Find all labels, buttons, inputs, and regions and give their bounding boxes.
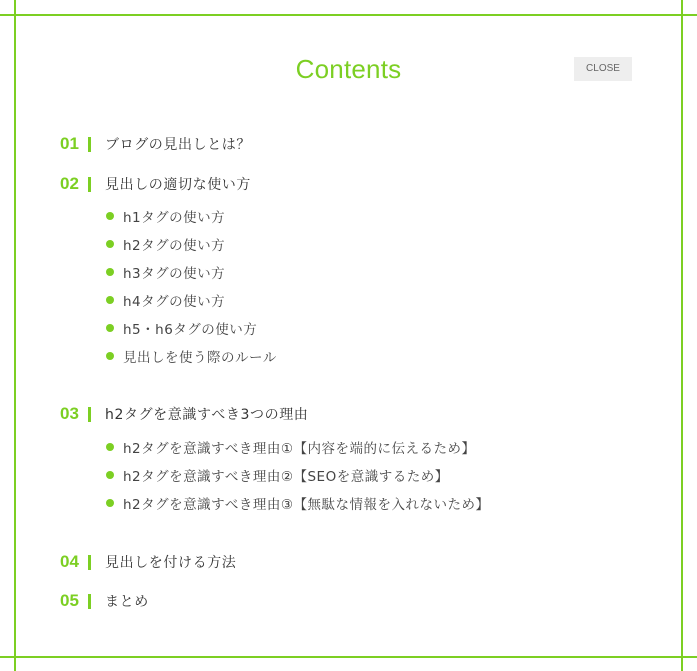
section-divider <box>88 177 91 192</box>
toc-item[interactable] <box>106 234 225 254</box>
section-number: 05 <box>60 591 79 610</box>
toc-item[interactable] <box>106 206 225 226</box>
section-divider <box>88 137 91 152</box>
bullet-icon <box>106 296 114 304</box>
bullet-icon <box>106 268 114 276</box>
section-number: 02 <box>60 174 79 193</box>
close-button[interactable]: CLOSE <box>574 57 632 81</box>
bullet-icon <box>106 471 114 479</box>
toc-item[interactable] <box>106 346 277 366</box>
bullet-icon <box>106 212 114 220</box>
bullet-icon <box>106 499 114 507</box>
toc-item-label: h2タグを意識すべき理由③【無駄な情報を入れないため】 <box>123 497 490 513</box>
contents-title: Contents <box>295 54 402 84</box>
toc-item-label: h5・h6タグの使い方 <box>123 322 258 338</box>
section-label: ブログの見出しとは？ <box>105 137 251 153</box>
toc-item[interactable] <box>106 437 475 457</box>
bullet-icon <box>106 352 114 360</box>
toc-section-04[interactable] <box>60 551 236 573</box>
toc-item[interactable] <box>106 318 257 338</box>
toc-item-label: 見出しを使う際のルール <box>123 350 277 366</box>
section-label: 見出しの適切な使い方 <box>105 177 251 193</box>
toc-item-label: h4タグの使い方 <box>123 294 226 310</box>
section-divider <box>88 407 91 422</box>
bullet-icon <box>106 443 114 451</box>
toc-section-01[interactable] <box>60 133 251 155</box>
section-number: 04 <box>60 552 79 571</box>
section-divider <box>88 555 91 570</box>
toc-item[interactable] <box>106 465 449 485</box>
section-label: 見出しを付ける方法 <box>105 555 237 571</box>
bullet-icon <box>106 240 114 248</box>
toc-item-label: h2タグを意識すべき理由②【SEOを意識するため】 <box>123 469 449 485</box>
section-number: 03 <box>60 404 79 423</box>
toc-section-02[interactable] <box>60 173 251 195</box>
section-number: 01 <box>60 134 79 153</box>
toc-item-label: h2タグを意識すべき理由①【内容を端的に伝えるため】 <box>123 441 476 457</box>
toc-item[interactable] <box>106 493 489 513</box>
toc-item-label: h2タグの使い方 <box>123 238 226 254</box>
section-label: まとめ <box>105 594 149 610</box>
toc-item-label: h3タグの使い方 <box>123 266 226 282</box>
section-label: h2タグを意識すべき3つの理由 <box>105 407 309 423</box>
toc-item[interactable] <box>106 262 225 282</box>
toc-section-05[interactable] <box>60 590 149 612</box>
toc-item-label: h1タグの使い方 <box>123 210 226 226</box>
section-divider <box>88 594 91 609</box>
toc-item[interactable] <box>106 290 225 310</box>
toc-section-03[interactable] <box>60 403 308 425</box>
bullet-icon <box>106 324 114 332</box>
